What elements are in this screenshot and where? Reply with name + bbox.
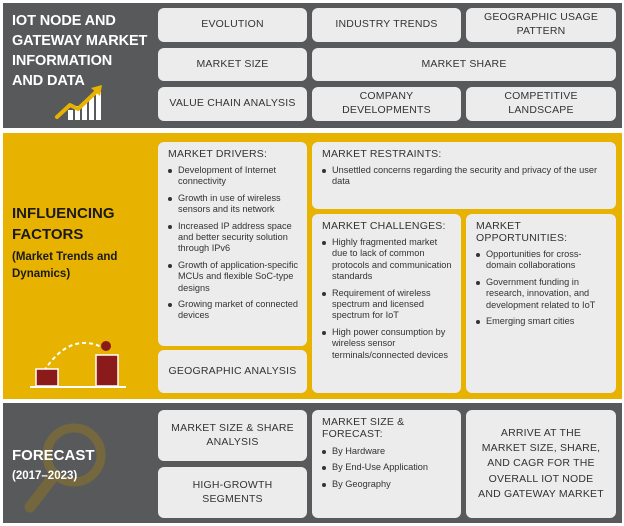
market-size-forecast-box <box>312 410 461 518</box>
market-drivers-box <box>158 142 307 346</box>
influencing-factors-title-line: FACTORS <box>12 226 84 243</box>
list-item: Unsettled concerns regarding the security and privacy of the user data <box>332 165 610 188</box>
industry-trends-box: INDUSTRY TRENDS <box>312 8 461 42</box>
list-item: Growing market of connected devices <box>178 299 301 322</box>
info-data-title <box>12 11 147 91</box>
high-growth-segments-box: HIGH-GROWTH SEGMENTS <box>158 467 307 518</box>
influencing-factors-title-line: INFLUENCING <box>12 205 115 222</box>
influencing-factors-subtitle-line: Dynamics) <box>12 268 71 280</box>
market-opportunities-header: MARKET OPPORTUNITIES: <box>476 220 568 244</box>
influencing-factors-subtitle-line: (Market Trends and <box>12 251 118 263</box>
forecast-subtitle: (2017–2023) <box>12 470 78 482</box>
geographic-analysis-box: GEOGRAPHIC ANALYSIS <box>158 350 307 393</box>
list-item: Opportunities for cross-domain collaborations <box>486 249 610 272</box>
market-size-share-analysis-box: MARKET SIZE & SHARE ANALYSIS <box>158 410 307 461</box>
competitive-landscape-box: COMPETITIVE LANDSCAPE <box>466 87 616 121</box>
info-data-title-line: AND DATA <box>12 73 85 89</box>
market-opportunities-list <box>466 249 616 327</box>
market-drivers-header: MARKET DRIVERS: <box>168 148 268 160</box>
info-data-title-line: IOT NODE AND <box>12 13 116 29</box>
market-challenges-box <box>312 214 461 393</box>
company-developments-box: COMPANY DEVELOPMENTS <box>312 87 461 121</box>
geographic-usage-pattern-box: GEOGRAPHIC USAGE PATTERN <box>466 8 616 42</box>
market-share-box: MARKET SHARE <box>312 48 616 81</box>
list-item: Increased IP address space and better security solution through IPv6 <box>178 221 301 255</box>
arrive-at-market-size-box: ARRIVE AT THE MARKET SIZE, SHARE, AND CAGR FOR THE OVERALL IOT NODE AND GATEWAY MARKET <box>466 410 616 518</box>
list-item: Emerging smart cities <box>486 316 610 327</box>
value-chain-analysis-box: VALUE CHAIN ANALYSIS <box>158 87 307 121</box>
influencing-factors-subtitle <box>12 249 117 283</box>
market-size-forecast-list <box>312 446 461 490</box>
market-opportunities-box <box>466 214 616 393</box>
list-item: Development of Internet connectivity <box>178 165 301 188</box>
market-restraints-list <box>312 165 616 188</box>
market-challenges-list <box>312 237 461 361</box>
market-restraints-header: MARKET RESTRAINTS: <box>322 148 442 160</box>
market-challenges-header: MARKET CHALLENGES: <box>322 220 446 232</box>
market-restraints-box <box>312 142 616 209</box>
evolution-box: EVOLUTION <box>158 8 307 42</box>
bar-jump-icon <box>30 335 130 391</box>
list-item: Requirement of wireless spectrum and licensed spectrum for IoT <box>332 288 455 322</box>
list-item: Highly fragmented market due to lack of common protocols and communication standards <box>332 237 455 283</box>
list-item: By Geography <box>332 479 455 490</box>
list-item: Growth in use of wireless sensors and its network <box>178 193 301 216</box>
influencing-factors-title <box>12 203 115 245</box>
list-item: By Hardware <box>332 446 455 457</box>
forecast-title: FORECAST <box>12 447 95 464</box>
info-data-title-line: INFORMATION <box>12 53 113 69</box>
list-item: Government funding in research, innovation, and development related to IoT <box>486 277 610 311</box>
growth-chart-icon <box>54 84 106 122</box>
list-item: By End-Use Application <box>332 462 455 473</box>
list-item: Growth of application-specific MCUs and flexible SoC-type designs <box>178 260 301 294</box>
list-item: High power consumption by wireless sensor terminals/connected devices <box>332 327 455 361</box>
info-data-title-line: GATEWAY MARKET <box>12 33 148 49</box>
market-size-forecast-header: MARKET SIZE & FORECAST: <box>322 416 405 440</box>
market-size-box: MARKET SIZE <box>158 48 307 81</box>
market-drivers-list <box>158 165 307 322</box>
